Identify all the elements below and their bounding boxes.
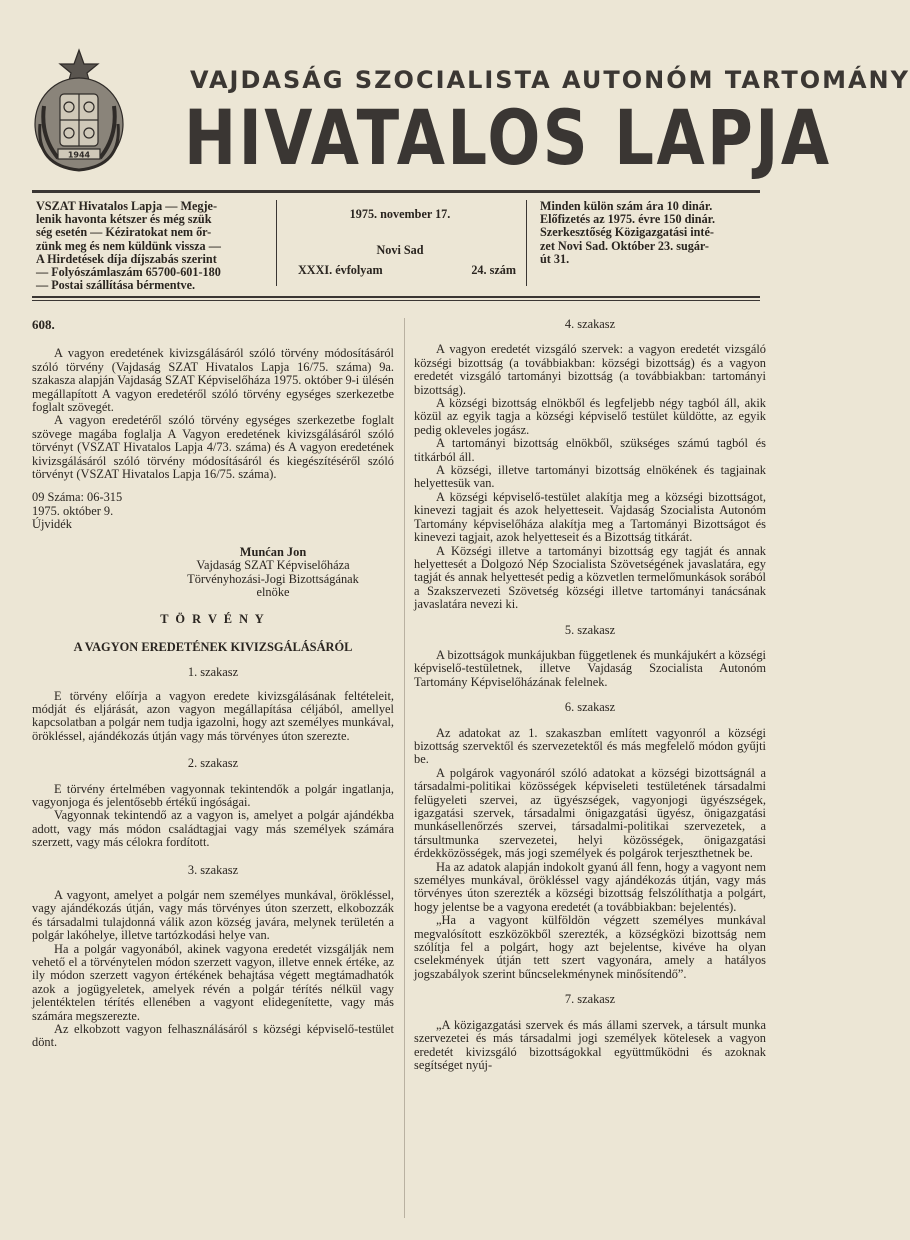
masthead-left-line: A Hirdetések díja díjszabás szerint: [36, 251, 217, 266]
masthead-right-notice: [540, 200, 772, 266]
masthead-divider: [276, 200, 277, 286]
left-column: [32, 318, 394, 1050]
paragraph: A községi bizottság elnökből és legfeljebb négy tagból áll, akik közül az egyik tagja a községi képviselő testület küldötte, az egyik pedig okleveles jogász.: [414, 396, 766, 437]
paragraph: Vagyonnak tekintendő az a vagyon is, amelyet a polgár ajándékba adott, vagy más módon családtagjai vagy más személyek számára szerzett, vagy más célokra fordított.: [32, 808, 394, 850]
masthead-left-line: — Postai szállítása bérmentve.: [36, 278, 196, 293]
masthead-left-line: lenik havonta kétszer és még szük: [36, 212, 212, 227]
paragraph: A polgárok vagyonáról szóló adatokat a községi bizottságnál a társadalmi-politikai közösségek képviseleti testületének társadalmi felügyeleti szervei, az ügyészségek, vagyonjogi ügyészségek, igazgatási szervek, társadalmi önigazgatási ügyész, önigazgatási munkásellenőrzés szervei, társadalmi-politikai szervezetek, a társultmunka szervezetei, helyi közösségek, önigazgatási érdekközösségek, más jogi személyek és polgárok terjeszthetnek be.: [414, 765, 766, 861]
crest-year: 1944: [67, 150, 91, 160]
paragraph: „A közigazgatási szervek és más állami szervek, a társult munka szervezetei és más társadalmi jogi személyek kötelesek a vagyon eredetét kivizsgáló bizottságokkal együttműködni és azoknak segítséget nyúj-: [414, 1017, 766, 1072]
document-number: 608.: [32, 317, 55, 332]
masthead-right-line: zet Novi Sad. Október 23. sugár-: [540, 238, 709, 253]
section-heading: 6. szakasz: [564, 700, 616, 715]
paragraph: „Ha a vagyont külföldön végzett személyes munkával megvalósított eszközökből szerezték, a községközi bizottság nem szólítja fel a polgárt, hogy azt bejelentse, kivéve ha olyan cselekmények útján tett szert vagyonára, amely a hatályos jogszabályok szerint bűncselekménynek minősítendő”.: [414, 913, 766, 981]
section-heading: 1. szakasz: [187, 665, 239, 680]
section-heading: 4. szakasz: [564, 317, 616, 331]
masthead-right-line: Szerkesztőség Közigazgatási inté-: [540, 225, 714, 240]
issue-volume: XXXI. évfolyam: [298, 263, 383, 277]
masthead-left-line: — Folyószámlaszám 65700-601-180: [36, 265, 221, 280]
signatory-title: Törvényhozási-Jogi Bizottságának: [187, 571, 359, 586]
issue-place: Novi Sad: [376, 243, 424, 257]
masthead: [32, 198, 760, 294]
column-divider: [404, 318, 405, 1218]
masthead-bottom-rule: [32, 300, 760, 301]
masthead-right-line: Minden külön szám ára 10 dinár.: [540, 199, 713, 213]
issue-number: 24. szám: [471, 263, 516, 277]
paragraph: A bizottságok munkájukban függetlenek és munkájukért a községi képviselő-testületnek, illetve Vajdaság Szocialista Autonóm Tartomány Képviselőházának felelnek.: [414, 647, 766, 689]
reference-place: Újvidék: [32, 517, 72, 532]
publication-subtitle: VAJDASÁG SZOCIALISTA AUTONÓM TARTOMÁNY: [190, 66, 910, 94]
paragraph: A tartományi bizottság elnökből, szükséges számú tagból és titkárból áll.: [414, 436, 766, 464]
paragraph: A vagyon eredetének kivizsgálásáról szóló törvény módosításáról szóló törvény (Vajdaság SZAT Hivatalos Lapja 16/75. száma) 9a. szakasza alapján Vajdaság SZAT Képviselőháza 1975. október 9-i ülésén megállapított A vagyon eredetéről szóló törvény egységes szerkezetbe foglalt szövegét.: [32, 346, 394, 415]
paragraph: E törvény értelmében vagyonnak tekintendők a polgár ingatlanja, vagyonjoga és jelentősebb értékű ingóságai.: [32, 781, 394, 809]
section-heading: 3. szakasz: [187, 862, 239, 877]
coat-of-arms-emblem: [30, 46, 128, 176]
paragraph: Az elkobzott vagyon felhasználásáról s községi képviselő-testület dönt.: [32, 1022, 394, 1050]
paragraph: A községi képviselő-testület alakítja meg a községi bizottságot, kinevezi tagjait és azok helyetteseit. Vajdaság Szocialista Autonóm Tartomány képviselőháza alakítja meg a Tartományi Bizottságot és kinevezi tagjait, azok helyetteseit és a Bizottság titkárát.: [414, 489, 766, 545]
signatory-title: elnöke: [256, 584, 290, 599]
section-heading: 2. szakasz: [187, 756, 239, 771]
masthead-issue-info: [282, 198, 518, 290]
reference-number: 09 Száma: 06-315: [32, 490, 123, 505]
law-subtitle: A VAGYON EREDETÉNEK KIVIZSGÁLÁSÁRÓL: [73, 639, 353, 654]
right-column: [414, 318, 766, 1072]
paragraph: A vagyon eredetét vizsgáló szervek: a vagyon eredetét vizsgáló községi bizottság (a továbbiakban: községi bizottság) és a vagyon eredetét vizsgáló tartományi bizottság (a továbbiakban: tartományi bizottság).: [414, 342, 766, 397]
paragraph: A Községi illetve a tartományi bizottság egy tagját és annak helyettesét a Dolgozó Nép Szocialista Szövetségének javaslatára, egy tagját és annak helyettesét pedig a közvetlen termelőmunkások sorából a Szakszervezeti Szövetség községi illetve tartományi tanácsának javaslatára nevezi ki.: [414, 543, 766, 612]
law-title: T Ö R V É N Y: [160, 612, 266, 627]
masthead-left-line: VSZAT Hivatalos Lapja — Megje-: [36, 199, 218, 213]
masthead-bottom-rule: [32, 296, 760, 298]
paragraph: Ha az adatok alapján indokolt gyanú áll fenn, hogy a vagyont nem személyes munkával, örökléssel vagy ajándékozás útján, vagy más törvényes úton szerezték a községi bizottság felszólíthatja a polgárt, hogy jelentse be a vagyona eredetét (a továbbiakban: bejelentés).: [414, 859, 766, 914]
masthead-left-notice: [36, 200, 272, 292]
paragraph: A vagyon eredetéről szóló törvény egységes szerkezetbe foglalt szövege magába foglalja A Vagyon eredetének kivizsgálásáról szóló törvényt (VSZAT Hivatalos Lapja 4/73. száma) és A vagyon eredetének kivizsgálásáról szóló törvény módosításáról és kiegészítéséről szóló törvényt (VSZAT Hivatalos Lapja 16/75. száma).: [32, 413, 394, 482]
signatory-name: Munćan Jon: [239, 544, 307, 559]
paragraph: A vagyont, amelyet a polgár nem személyes munkával, örökléssel, vagy ajándékozás útján, vagy más törvényes úton szerzett, elkobozzák és társadalmi tulajdonná válik azon község javára, melynek területén a polgár lakóhelye, illetve tartózkodási helye van.: [32, 888, 394, 943]
masthead-right-line: Előfizetés az 1975. évre 150 dinár.: [540, 212, 715, 227]
section-heading: 7. szakasz: [564, 992, 616, 1007]
paragraph: Ha a polgár vagyonából, akinek vagyona eredetét vizsgálják nem vehető el a törvénytelen módon szerzett vagyon, illetve ennek értéke, az ily módon szerzett vagyon értékének behajtása végett megtámadhatók azok a jogügyeletek, amelyek révén a polgár térítés nélkül vagy jelentéktelen térítés ellenében a vagyont elidegenítette, vagy más számára megszerezte.: [32, 941, 394, 1023]
section-heading: 5. szakasz: [564, 622, 616, 637]
masthead-divider: [526, 200, 527, 286]
masthead-top-rule: [32, 190, 760, 193]
publication-title: HIVATALOS LAPJA: [184, 93, 832, 182]
masthead-left-line: ség esetén — Kéziratokat nem őr-: [36, 225, 212, 240]
reference-date: 1975. október 9.: [32, 503, 114, 518]
masthead-right-line: út 31.: [540, 251, 570, 266]
issue-date: 1975. november 17.: [349, 207, 451, 221]
paragraph: Az adatokat az 1. szakaszban említett vagyonról a községi bizottság szervektől és szervezetektől és más megfelelő módon gyűjti be.: [414, 725, 766, 767]
masthead-left-line: zünk meg és nem küldünk vissza —: [36, 238, 221, 253]
paragraph: A községi, illetve tartományi bizottság elnökének és tagjainak helyettesük van.: [414, 463, 766, 491]
paragraph: E törvény előírja a vagyon eredete kivizsgálásának feltételeit, módját és eljárását, azon vagyon megállapítása céljából, amellyel kapcsolatban a polgár nem tudja igazolni, hogy azt személyes munkával, örökléssel, ajándékozás útján vagy más törvényes úton szerezte.: [32, 688, 394, 743]
signatory-title: Vajdaság SZAT Képviselőháza: [196, 558, 350, 573]
